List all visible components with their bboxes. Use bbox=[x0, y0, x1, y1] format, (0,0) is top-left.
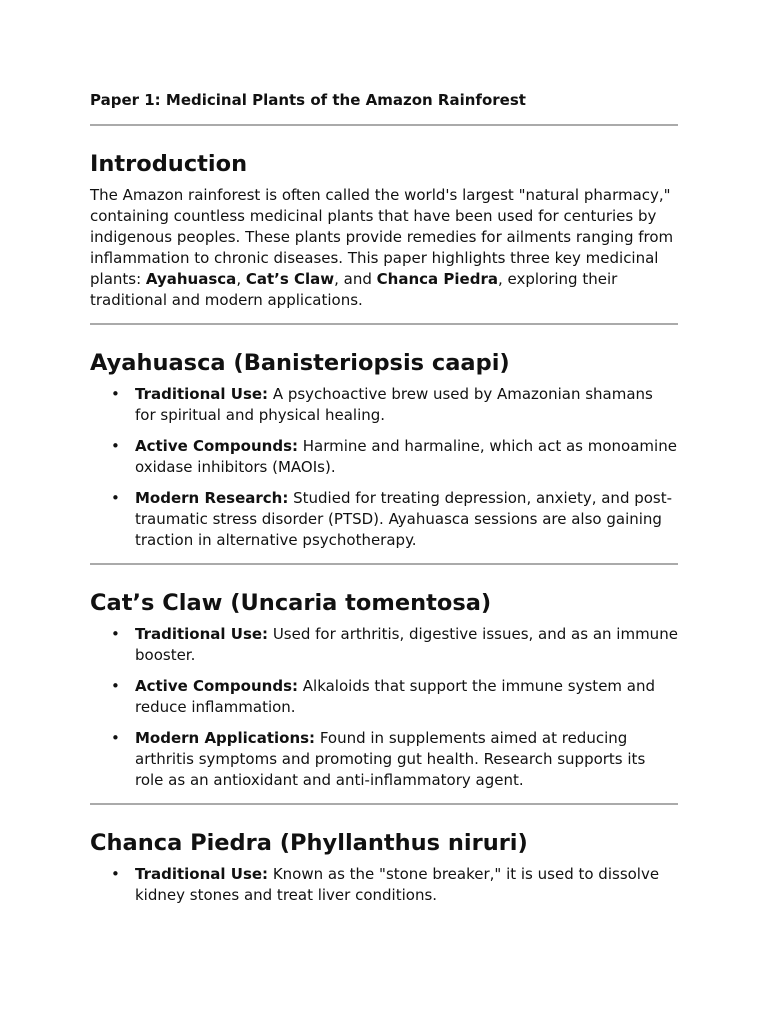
item-label: Traditional Use: bbox=[135, 865, 269, 883]
bullet-icon: • bbox=[111, 677, 120, 695]
intro-separator: , bbox=[236, 270, 246, 288]
intro-plant-name: Cat’s Claw bbox=[245, 270, 335, 288]
list-item bbox=[90, 488, 678, 551]
divider bbox=[90, 803, 678, 805]
bullet-icon: • bbox=[111, 489, 120, 507]
bullet-icon: • bbox=[111, 865, 120, 883]
item-text: A psychoactive brew used by Amazonian shamans for spiritual and physical healing. bbox=[135, 385, 653, 424]
intro-text-part: , exploring their traditional and modern applications. bbox=[90, 270, 618, 309]
item-label: Modern Applications: bbox=[135, 729, 316, 747]
document-title: Paper 1: Medicinal Plants of the Amazon Rainforest bbox=[90, 91, 526, 109]
bullet-icon: • bbox=[111, 625, 120, 643]
section-heading-cats-claw: Cat’s Claw (Uncaria tomentosa) bbox=[90, 590, 492, 616]
divider bbox=[90, 124, 678, 126]
intro-text-part: The Amazon rainforest is often called the world's largest "natural pharmacy," containing countless medicinal plants that have been used for centuries by indigenous peoples. These plants provide remedies for ailments ranging from inflammation to chronic diseases. This paper highlights three key medicinal plants: bbox=[90, 186, 674, 288]
chanca-piedra-list bbox=[90, 864, 678, 906]
item-label: Traditional Use: bbox=[135, 625, 269, 643]
list-item bbox=[90, 436, 678, 478]
divider bbox=[90, 323, 678, 325]
introduction-paragraph bbox=[90, 185, 678, 311]
item-text: Studied for treating depression, anxiety, and post-traumatic stress disorder (PTSD). Ayahuasca sessions are also gaining traction in alternative psychotherapy. bbox=[135, 489, 673, 549]
item-label: Traditional Use: bbox=[135, 385, 269, 403]
intro-plant-name: Ayahuasca bbox=[145, 270, 237, 288]
intro-separator: , and bbox=[334, 270, 377, 288]
item-text: Known as the "stone breaker," it is used to dissolve kidney stones and treat liver conditions. bbox=[135, 865, 660, 904]
list-item bbox=[90, 624, 678, 666]
item-label: Active Compounds: bbox=[135, 437, 298, 455]
section-heading-ayahuasca: Ayahuasca (Banisteriopsis caapi) bbox=[90, 350, 510, 376]
item-text: Used for arthritis, digestive issues, and as an immune booster. bbox=[135, 625, 678, 664]
list-item bbox=[90, 864, 678, 906]
divider bbox=[90, 563, 678, 565]
list-item bbox=[90, 728, 678, 791]
document-content bbox=[90, 90, 678, 906]
item-text: Found in supplements aimed at reducing arthritis symptoms and promoting gut health. Research supports its role as an antioxidant and anti-inflammatory agent. bbox=[135, 729, 646, 789]
section-heading-chanca-piedra: Chanca Piedra (Phyllanthus niruri) bbox=[90, 830, 528, 856]
bullet-icon: • bbox=[111, 729, 120, 747]
item-text: Harmine and harmaline, which act as monoamine oxidase inhibitors (MAOIs). bbox=[135, 437, 677, 476]
intro-plant-name: Chanca Piedra bbox=[376, 270, 498, 288]
cats-claw-list bbox=[90, 624, 678, 791]
bullet-icon: • bbox=[111, 437, 120, 455]
ayahuasca-list bbox=[90, 384, 678, 551]
item-label: Active Compounds: bbox=[135, 677, 298, 695]
item-text: Alkaloids that support the immune system and reduce inflammation. bbox=[135, 677, 656, 716]
introduction-heading: Introduction bbox=[90, 151, 248, 177]
item-label: Modern Research: bbox=[135, 489, 289, 507]
list-item bbox=[90, 676, 678, 718]
list-item bbox=[90, 384, 678, 426]
bullet-icon: • bbox=[111, 385, 120, 403]
